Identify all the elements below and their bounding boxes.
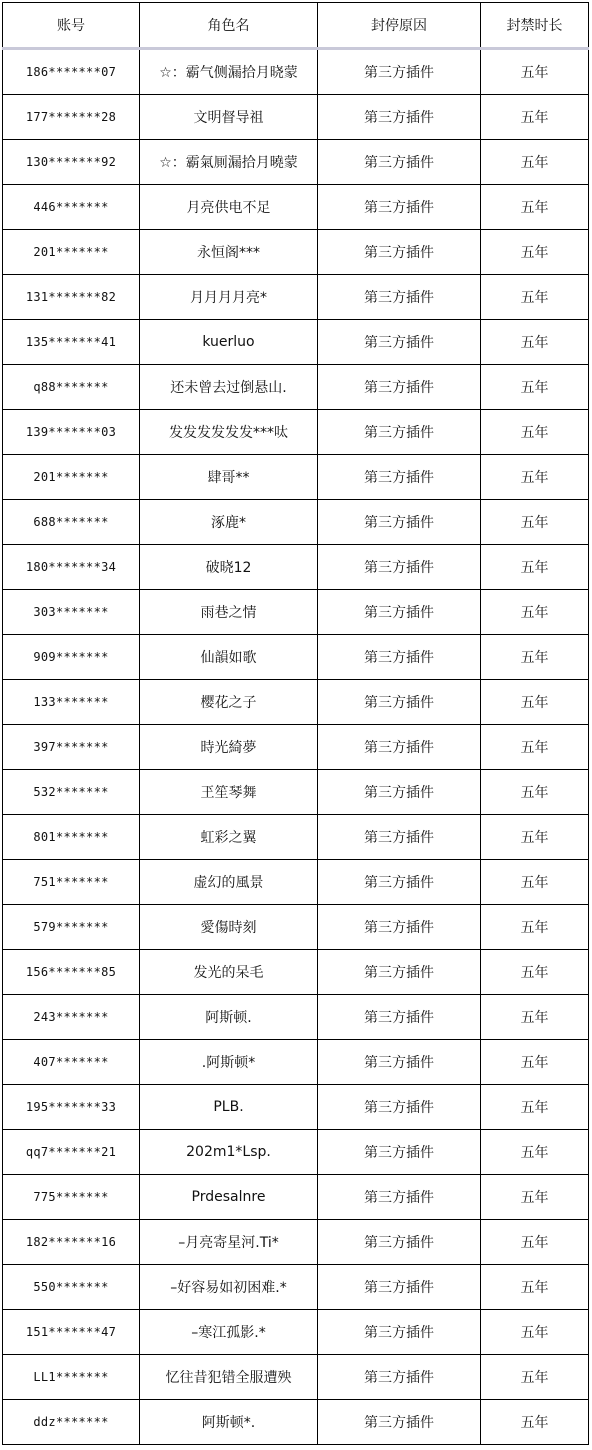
table-row <box>3 1130 589 1175</box>
role-name-cell: Prdesalnre <box>140 1175 318 1220</box>
ban-reason-cell: 第三方插件 <box>318 995 481 1040</box>
role-name-cell: 破晓12 <box>140 545 318 590</box>
role-name-cell: 時光綺夢 <box>140 725 318 770</box>
account-cell: 156*******85 <box>3 950 140 995</box>
table-row <box>3 545 589 590</box>
table-row <box>3 905 589 950</box>
ban-duration-cell: 五年 <box>481 905 589 950</box>
ban-reason-cell: 第三方插件 <box>318 500 481 545</box>
account-cell: 446******* <box>3 185 140 230</box>
ban-reason-cell: 第三方插件 <box>318 49 481 95</box>
account-cell: 139*******03 <box>3 410 140 455</box>
role-name-cell: 涿鹿* <box>140 500 318 545</box>
account-cell: 688******* <box>3 500 140 545</box>
role-name-cell: ☆：霸气侧漏拾月晓蒙 <box>140 49 318 95</box>
table-row <box>3 49 589 95</box>
ban-duration-cell: 五年 <box>481 1220 589 1265</box>
ban-duration-cell: 五年 <box>481 1310 589 1355</box>
ban-reason-cell: 第三方插件 <box>318 320 481 365</box>
ban-duration-cell: 五年 <box>481 365 589 410</box>
table-row <box>3 1220 589 1265</box>
ban-reason-cell: 第三方插件 <box>318 1310 481 1355</box>
role-name-cell: –寒江孤影.* <box>140 1310 318 1355</box>
ban-reason-cell: 第三方插件 <box>318 1220 481 1265</box>
account-cell: 909******* <box>3 635 140 680</box>
table-row <box>3 635 589 680</box>
table-row <box>3 320 589 365</box>
account-cell: 201******* <box>3 455 140 500</box>
ban-duration-cell: 五年 <box>481 1130 589 1175</box>
account-cell: 751******* <box>3 860 140 905</box>
account-cell: 182*******16 <box>3 1220 140 1265</box>
account-cell: 135*******41 <box>3 320 140 365</box>
ban-duration-cell: 五年 <box>481 320 589 365</box>
table-row <box>3 860 589 905</box>
table-row <box>3 410 589 455</box>
account-cell: 550******* <box>3 1265 140 1310</box>
ban-duration-cell: 五年 <box>481 860 589 905</box>
table-row <box>3 770 589 815</box>
role-name-cell: 永恒阁*** <box>140 230 318 275</box>
ban-reason-cell: 第三方插件 <box>318 410 481 455</box>
account-cell: 201******* <box>3 230 140 275</box>
ban-reason-cell: 第三方插件 <box>318 230 481 275</box>
account-cell: 151*******47 <box>3 1310 140 1355</box>
ban-reason-cell: 第三方插件 <box>318 770 481 815</box>
ban-reason-cell: 第三方插件 <box>318 815 481 860</box>
ban-reason-cell: 第三方插件 <box>318 905 481 950</box>
table-body <box>3 49 589 1445</box>
ban-reason-cell: 第三方插件 <box>318 635 481 680</box>
ban-duration-cell: 五年 <box>481 1400 589 1445</box>
ban-duration-cell: 五年 <box>481 275 589 320</box>
ban-duration-cell: 五年 <box>481 995 589 1040</box>
table-row <box>3 230 589 275</box>
ban-duration-cell: 五年 <box>481 1175 589 1220</box>
table-row <box>3 1265 589 1310</box>
role-name-cell: 肆哥** <box>140 455 318 500</box>
account-cell: 303******* <box>3 590 140 635</box>
ban-duration-cell: 五年 <box>481 49 589 95</box>
role-name-cell: 还未曾去过倒悬山. <box>140 365 318 410</box>
role-name-cell: kuerluo <box>140 320 318 365</box>
ban-reason-cell: 第三方插件 <box>318 365 481 410</box>
table-row <box>3 1310 589 1355</box>
ban-reason-cell: 第三方插件 <box>318 1265 481 1310</box>
role-name-cell: 虹彩之翼 <box>140 815 318 860</box>
table-row <box>3 950 589 995</box>
ban-reason-cell: 第三方插件 <box>318 185 481 230</box>
ban-duration-cell: 五年 <box>481 455 589 500</box>
ban-duration-cell: 五年 <box>481 950 589 995</box>
table-row <box>3 140 589 185</box>
role-name-cell: 樱花之子 <box>140 680 318 725</box>
table-row <box>3 725 589 770</box>
role-name-cell: 阿斯顿*. <box>140 1400 318 1445</box>
table-row <box>3 1085 589 1130</box>
role-name-cell: 雨巷之情 <box>140 590 318 635</box>
role-name-cell: 发发发发发发***呔 <box>140 410 318 455</box>
ban-duration-cell: 五年 <box>481 140 589 185</box>
account-cell: 131*******82 <box>3 275 140 320</box>
account-cell: ddz******* <box>3 1400 140 1445</box>
table-row <box>3 815 589 860</box>
table-row <box>3 1040 589 1085</box>
ban-reason-cell: 第三方插件 <box>318 1085 481 1130</box>
account-cell: 130*******92 <box>3 140 140 185</box>
role-name-cell: 月亮供电不足 <box>140 185 318 230</box>
table-header-row <box>3 3 589 49</box>
table-row <box>3 995 589 1040</box>
account-cell: 133******* <box>3 680 140 725</box>
role-name-cell: 虚幻的風景 <box>140 860 318 905</box>
table-row <box>3 590 589 635</box>
account-cell: 243******* <box>3 995 140 1040</box>
role-name-cell: 阿斯顿. <box>140 995 318 1040</box>
account-cell: 579******* <box>3 905 140 950</box>
ban-duration-cell: 五年 <box>481 1265 589 1310</box>
role-name-cell: 202m1*Lsp. <box>140 1130 318 1175</box>
role-name-cell: 愛傷時刻 <box>140 905 318 950</box>
ban-duration-cell: 五年 <box>481 635 589 680</box>
role-name-cell: 文明督导祖 <box>140 95 318 140</box>
ban-duration-cell: 五年 <box>481 590 589 635</box>
role-name-cell: 仙韻如歌 <box>140 635 318 680</box>
role-name-cell: 忆往昔犯错全服遭殃 <box>140 1355 318 1400</box>
ban-reason-cell: 第三方插件 <box>318 950 481 995</box>
ban-reason-cell: 第三方插件 <box>318 1400 481 1445</box>
ban-reason-cell: 第三方插件 <box>318 545 481 590</box>
ban-reason-cell: 第三方插件 <box>318 725 481 770</box>
ban-duration-cell: 五年 <box>481 95 589 140</box>
account-cell: q88******* <box>3 365 140 410</box>
role-name-cell: PLB. <box>140 1085 318 1130</box>
ban-reason-cell: 第三方插件 <box>318 275 481 320</box>
ban-duration-cell: 五年 <box>481 725 589 770</box>
ban-duration-cell: 五年 <box>481 545 589 590</box>
account-cell: 180*******34 <box>3 545 140 590</box>
table-row <box>3 455 589 500</box>
account-cell: 775******* <box>3 1175 140 1220</box>
header-role-name: 角色名 <box>140 3 318 49</box>
ban-duration-cell: 五年 <box>481 815 589 860</box>
account-cell: 195*******33 <box>3 1085 140 1130</box>
ban-duration-cell: 五年 <box>481 680 589 725</box>
account-cell: LL1******* <box>3 1355 140 1400</box>
ban-duration-cell: 五年 <box>481 500 589 545</box>
ban-reason-cell: 第三方插件 <box>318 680 481 725</box>
account-cell: 177*******28 <box>3 95 140 140</box>
ban-reason-cell: 第三方插件 <box>318 590 481 635</box>
ban-reason-cell: 第三方插件 <box>318 1355 481 1400</box>
account-cell: 186*******07 <box>3 49 140 95</box>
role-name-cell: –月亮寄星河.Ti* <box>140 1220 318 1265</box>
ban-duration-cell: 五年 <box>481 1040 589 1085</box>
ban-duration-cell: 五年 <box>481 1085 589 1130</box>
ban-duration-cell: 五年 <box>481 1355 589 1400</box>
table-row <box>3 365 589 410</box>
table-row <box>3 95 589 140</box>
table-row <box>3 1175 589 1220</box>
account-cell: 532******* <box>3 770 140 815</box>
account-cell: qq7*******21 <box>3 1130 140 1175</box>
account-cell: 801******* <box>3 815 140 860</box>
ban-reason-cell: 第三方插件 <box>318 1130 481 1175</box>
ban-reason-cell: 第三方插件 <box>318 860 481 905</box>
role-name-cell: ☆：霸氣厠漏拾月曉蒙 <box>140 140 318 185</box>
ban-reason-cell: 第三方插件 <box>318 95 481 140</box>
role-name-cell: .阿斯顿* <box>140 1040 318 1085</box>
role-name-cell: –好容易如初困难.* <box>140 1265 318 1310</box>
role-name-cell: 月月月月亮* <box>140 275 318 320</box>
ban-duration-cell: 五年 <box>481 410 589 455</box>
ban-reason-cell: 第三方插件 <box>318 1175 481 1220</box>
ban-duration-cell: 五年 <box>481 185 589 230</box>
ban-reason-cell: 第三方插件 <box>318 140 481 185</box>
account-cell: 397******* <box>3 725 140 770</box>
role-name-cell: 玊笙琴舞 <box>140 770 318 815</box>
table-row <box>3 1355 589 1400</box>
table-row <box>3 1400 589 1445</box>
header-ban-duration: 封禁时长 <box>481 3 589 49</box>
account-cell: 407******* <box>3 1040 140 1085</box>
header-account: 账号 <box>3 3 140 49</box>
ban-duration-cell: 五年 <box>481 770 589 815</box>
table-row <box>3 500 589 545</box>
role-name-cell: 发光的呆毛 <box>140 950 318 995</box>
ban-reason-cell: 第三方插件 <box>318 1040 481 1085</box>
table-row <box>3 275 589 320</box>
table-row <box>3 185 589 230</box>
ban-reason-cell: 第三方插件 <box>318 455 481 500</box>
ban-duration-cell: 五年 <box>481 230 589 275</box>
table-row <box>3 680 589 725</box>
header-ban-reason: 封停原因 <box>318 3 481 49</box>
ban-list-table <box>2 2 589 1445</box>
